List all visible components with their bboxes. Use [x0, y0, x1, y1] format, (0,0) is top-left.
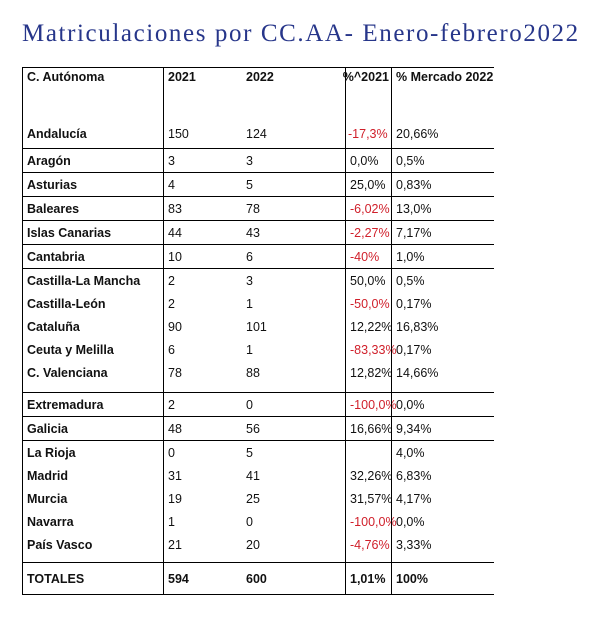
row-2022: 0	[246, 397, 253, 412]
row-change: -100,0%	[350, 397, 397, 412]
table-row	[22, 416, 494, 440]
table-row	[22, 148, 494, 172]
row-region: Castilla-La Mancha	[27, 273, 141, 288]
row-market: 4,0%	[396, 445, 425, 460]
row-2021: 2	[168, 296, 175, 311]
totals-2021: 594	[168, 571, 189, 586]
header-2021: 2021	[168, 70, 196, 84]
totals-change: 1,01%	[350, 571, 386, 586]
row-2022: 1	[246, 296, 253, 311]
row-region: Aragón	[27, 153, 71, 168]
row-change: 32,26%	[350, 468, 393, 483]
table-row	[22, 338, 494, 361]
table-row	[22, 533, 494, 562]
table-row	[22, 268, 494, 292]
row-change: 31,57%	[350, 491, 393, 506]
row-region: Galicia	[27, 421, 68, 436]
row-change: -6,02%	[350, 201, 390, 216]
table-row	[22, 510, 494, 533]
row-region: Islas Canarias	[27, 225, 112, 240]
table-row	[22, 220, 494, 244]
row-2022: 56	[246, 421, 260, 436]
row-2021: 6	[168, 342, 175, 357]
page-title: Matriculaciones por CC.AA- Enero-febrero2022	[22, 20, 580, 47]
row-2022: 0	[246, 514, 253, 529]
row-change: 12,22%	[350, 319, 393, 334]
row-2022: 78	[246, 201, 260, 216]
table-row	[22, 196, 494, 220]
row-2022: 1	[246, 342, 253, 357]
row-change: -17,3%	[348, 127, 388, 141]
header-market: % Mercado 2022	[396, 70, 494, 84]
table-row	[22, 244, 494, 268]
row-region: C. Valenciana	[27, 365, 108, 380]
row-2021: 78	[168, 365, 182, 380]
row-2021: 31	[168, 468, 182, 483]
totals-2022: 600	[246, 571, 267, 586]
row-change: 16,66%	[350, 421, 393, 436]
row-2022: 41	[246, 468, 260, 483]
row-market: 16,83%	[396, 319, 439, 334]
header-region: C. Autónoma	[27, 70, 105, 84]
row-2022: 6	[246, 249, 253, 264]
row-change: -50,0%	[350, 296, 390, 311]
row-region: Baleares	[27, 201, 80, 216]
row-2022: 43	[246, 225, 260, 240]
row-2021: 4	[168, 177, 175, 192]
row-2021: 90	[168, 319, 182, 334]
table-row	[22, 315, 494, 338]
row-market: 0,5%	[396, 153, 425, 168]
row-change: -4,76%	[350, 537, 390, 552]
row-2022: 101	[246, 319, 267, 334]
row-2022: 25	[246, 491, 260, 506]
row-2021: 2	[168, 397, 175, 412]
row-change: -83,33%	[350, 342, 397, 357]
header-2022: 2022	[246, 70, 274, 84]
row-change: -100,0%	[350, 514, 397, 529]
row-market: 0,17%	[396, 296, 432, 311]
row-2021: 150	[168, 127, 189, 141]
row-2022: 124	[246, 127, 267, 141]
table-row	[22, 487, 494, 510]
row-region: La Rioja	[27, 445, 76, 460]
row-region: Navarra	[27, 514, 74, 529]
totals-row	[22, 562, 494, 595]
row-region: Cantabria	[27, 249, 85, 264]
registrations-table	[22, 67, 494, 595]
row-market: 20,66%	[396, 127, 439, 141]
totals-market: 100%	[396, 571, 428, 586]
row-market: 13,0%	[396, 201, 432, 216]
row-2021: 2	[168, 273, 175, 288]
row-market: 0,83%	[396, 177, 432, 192]
row-2021: 3	[168, 153, 175, 168]
table-row	[22, 361, 494, 392]
row-2022: 5	[246, 445, 253, 460]
row-2022: 3	[246, 273, 253, 288]
row-region: Murcia	[27, 491, 68, 506]
row-change: 50,0%	[350, 273, 386, 288]
row-2022: 5	[246, 177, 253, 192]
row-2022: 20	[246, 537, 260, 552]
row-market: 0,0%	[396, 397, 425, 412]
row-change: -40%	[350, 249, 380, 264]
table-row	[22, 172, 494, 196]
row-region: Asturias	[27, 177, 78, 192]
totals-label: TOTALES	[27, 571, 85, 586]
row-region: Madrid	[27, 468, 68, 483]
row-change: 0,0%	[350, 153, 379, 168]
table-header-row	[22, 67, 494, 148]
row-market: 0,5%	[396, 273, 425, 288]
row-region: Andalucía	[27, 127, 87, 141]
row-2022: 88	[246, 365, 260, 380]
row-2021: 48	[168, 421, 182, 436]
header-change: %^2021	[342, 70, 389, 84]
row-market: 6,83%	[396, 468, 432, 483]
row-2021: 19	[168, 491, 182, 506]
row-region: País Vasco	[27, 537, 93, 552]
row-2021: 83	[168, 201, 182, 216]
row-market: 14,66%	[396, 365, 439, 380]
table-row	[22, 392, 494, 416]
row-market: 9,34%	[396, 421, 432, 436]
row-region: Extremadura	[27, 397, 104, 412]
table-row	[22, 440, 494, 464]
row-change: -2,27%	[350, 225, 390, 240]
row-2021: 0	[168, 445, 175, 460]
row-market: 0,17%	[396, 342, 432, 357]
row-market: 0,0%	[396, 514, 425, 529]
table-row	[22, 292, 494, 315]
row-2022: 3	[246, 153, 253, 168]
row-region: Cataluña	[27, 319, 80, 334]
row-market: 7,17%	[396, 225, 432, 240]
row-region: Castilla-León	[27, 296, 106, 311]
row-region: Ceuta y Melilla	[27, 342, 114, 357]
table-row	[22, 464, 494, 487]
row-change: 12,82%	[350, 365, 393, 380]
row-2021: 1	[168, 514, 175, 529]
row-change: 25,0%	[350, 177, 386, 192]
row-2021: 21	[168, 537, 182, 552]
row-market: 3,33%	[396, 537, 432, 552]
row-2021: 44	[168, 225, 182, 240]
row-2021: 10	[168, 249, 182, 264]
row-market: 4,17%	[396, 491, 432, 506]
row-market: 1,0%	[396, 249, 425, 264]
